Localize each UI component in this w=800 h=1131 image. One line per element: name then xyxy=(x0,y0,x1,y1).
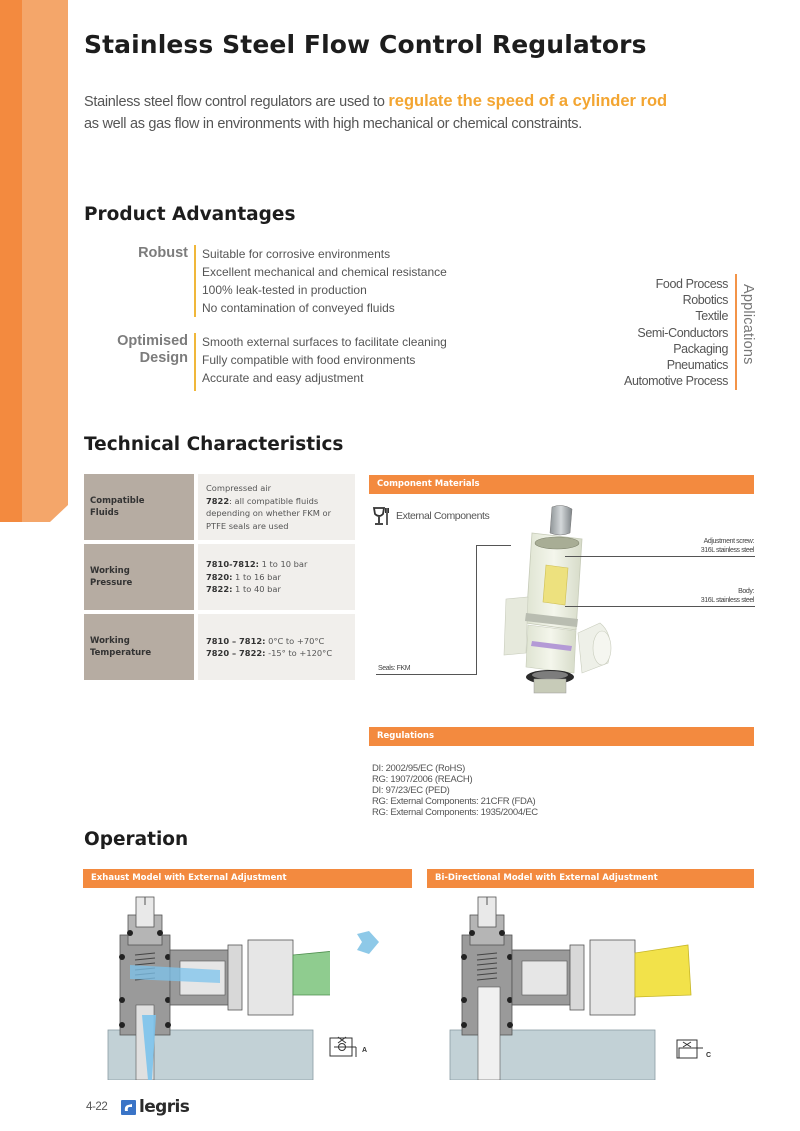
brand-name: legris xyxy=(139,1097,190,1117)
callout-leader-body xyxy=(565,606,755,607)
page-title: Stainless Steel Flow Control Regulators xyxy=(84,30,647,59)
application-item: Pneumatics xyxy=(666,357,728,372)
legris-logo-icon xyxy=(121,1100,136,1115)
advantage-group-label xyxy=(84,245,194,317)
callout-line-1: Body: xyxy=(738,588,754,595)
callout-body xyxy=(701,587,754,605)
tech-value-text: 1 to 10 bar xyxy=(258,559,308,570)
applications-list xyxy=(624,276,728,389)
exhaust-symbol-label: A xyxy=(362,1047,368,1054)
tech-value-bold: 7822 xyxy=(206,495,230,506)
brand-logo xyxy=(121,1097,189,1117)
tech-value-line xyxy=(206,635,347,648)
side-band-bevel xyxy=(22,505,68,522)
advantage-item: No contamination of conveyed fluids xyxy=(202,301,395,315)
exhaust-arrow-icon xyxy=(353,930,381,956)
tech-row-pressure xyxy=(84,544,355,610)
callout-seals xyxy=(378,664,410,673)
tech-row-value xyxy=(198,614,355,680)
callout-line-1: Seals: FKM xyxy=(378,665,411,672)
callout-leader-seals-top xyxy=(476,545,511,546)
bidirectional-model-bar: Bi-Directional Model with External Adjustment xyxy=(427,869,754,888)
application-item: Textile xyxy=(695,309,728,324)
exhaust-symbol-icon xyxy=(328,1035,360,1059)
advantage-label-line: Design xyxy=(139,350,188,366)
food-safe-glass-fork-icon xyxy=(372,506,392,526)
callout-leader-seals-h xyxy=(376,674,476,675)
tech-value-line xyxy=(206,482,347,495)
callout-line-2: 316L stainless steel xyxy=(700,597,754,604)
tech-value-bold: 7820: xyxy=(206,571,233,582)
regulations-list xyxy=(372,763,538,818)
callout-leader-seals-v xyxy=(476,545,477,675)
tech-value-text: Compressed air xyxy=(206,483,272,493)
tech-head-line: Fluids xyxy=(90,508,119,518)
regulation-item: DI: 97/23/EC (PED) xyxy=(372,785,450,796)
tech-value-line xyxy=(206,571,347,584)
application-item: Automotive Process xyxy=(624,374,728,389)
bidirectional-tube xyxy=(635,945,691,997)
application-item: Packaging xyxy=(673,341,728,356)
advantage-group-robust xyxy=(84,245,464,317)
tech-value-text: : all compatible fluids depending on whether FKM or PTFE seals are used xyxy=(206,495,332,531)
tech-head-line: Pressure xyxy=(90,578,133,588)
tech-head-line: Compatible xyxy=(90,496,145,506)
advantage-group-optimised-design xyxy=(84,333,464,391)
tech-row-head xyxy=(84,474,194,540)
intro-prefix: Stainless steel flow control regulators are used to xyxy=(84,94,389,110)
advantage-label-line: Robust xyxy=(138,245,188,261)
tech-value-line xyxy=(206,495,347,533)
exhaust-tube xyxy=(293,950,330,995)
external-components-label: External Components xyxy=(396,510,490,522)
advantage-divider xyxy=(194,333,196,391)
component-materials-bar: Component Materials xyxy=(369,475,754,494)
tech-head-line: Working xyxy=(90,566,130,576)
intro-paragraph xyxy=(84,90,667,135)
tech-value-line xyxy=(206,558,347,571)
tech-value-bold: 7810-7812: xyxy=(206,559,259,570)
tech-value-bold: 7820 – 7822: xyxy=(206,648,266,658)
operation-heading: Operation xyxy=(84,829,189,850)
callout-adjustment-screw xyxy=(701,537,754,555)
application-item: Food Process xyxy=(655,277,728,291)
side-band-light xyxy=(22,0,68,505)
application-item: Robotics xyxy=(682,293,728,308)
tech-row-head xyxy=(84,544,194,610)
applications-divider xyxy=(735,274,737,390)
advantage-items xyxy=(202,333,447,391)
bidirectional-symbol-icon xyxy=(675,1038,705,1060)
regulation-item: RG: External Components: 1935/2004/EC xyxy=(372,807,538,818)
tech-value-text: -15° to +120°C xyxy=(265,648,333,658)
bidirectional-symbol-label: C xyxy=(706,1052,712,1059)
advantage-group-label xyxy=(84,333,194,391)
tech-row-head xyxy=(84,614,194,680)
regulator-product-image xyxy=(470,505,620,695)
tech-row-fluids xyxy=(84,474,355,540)
advantage-item: Fully compatible with food environments xyxy=(202,353,416,367)
tech-row-value xyxy=(198,544,355,610)
advantage-item: 100% leak-tested in production xyxy=(202,283,367,297)
callout-leader-adjustment xyxy=(565,556,755,557)
intro-line2: as well as gas flow in environments with high mechanical or chemical constraints. xyxy=(84,116,582,132)
regulation-item: DI: 2002/95/EC (RoHS) xyxy=(372,763,465,774)
advantage-item: Smooth external surfaces to facilitate cleaning xyxy=(202,335,447,349)
technical-heading: Technical Characteristics xyxy=(84,434,344,455)
callout-line-1: Adjustment screw: xyxy=(703,538,754,545)
tech-value-text: 0°C to +70°C xyxy=(265,635,325,646)
tech-value-bold: 7810 – 7812: xyxy=(206,635,266,646)
tech-head-line: Temperature xyxy=(90,648,152,658)
intro-highlight: regulate the speed of a cylinder rod xyxy=(388,92,668,110)
regulation-item: RG: External Components: 21CFR (FDA) xyxy=(372,796,536,807)
advantages-heading: Product Advantages xyxy=(84,204,296,225)
tech-value-text: 1 to 40 bar xyxy=(232,584,281,595)
advantage-items xyxy=(202,245,447,317)
exhaust-model-bar: Exhaust Model with External Adjustment xyxy=(83,869,412,888)
page-number: 4-22 xyxy=(86,1101,108,1113)
advantage-label-line: Optimised xyxy=(117,333,188,349)
tech-value-line xyxy=(206,583,347,596)
advantage-item: Suitable for corrosive environments xyxy=(202,247,391,261)
tech-row-value xyxy=(198,474,355,540)
exhaust-model-diagram xyxy=(100,895,330,1080)
advantage-item: Accurate and easy adjustment xyxy=(202,371,364,385)
regulations-bar: Regulations xyxy=(369,727,754,746)
application-item: Semi-Conductors xyxy=(637,325,728,340)
callout-line-2: 316L stainless steel xyxy=(700,547,754,554)
tech-value-line xyxy=(206,647,347,660)
advantage-divider xyxy=(194,245,196,317)
tech-value-bold: 7822: xyxy=(206,584,233,595)
advantage-item: Excellent mechanical and chemical resistance xyxy=(202,265,447,279)
applications-label: Applications xyxy=(740,284,756,365)
side-band-dark xyxy=(0,0,22,522)
tech-value-text: 1 to 16 bar xyxy=(232,571,281,582)
tech-head-line: Working xyxy=(90,636,130,646)
regulation-item: RG: 1907/2006 (REACH) xyxy=(372,774,473,785)
tech-row-temperature xyxy=(84,614,355,680)
